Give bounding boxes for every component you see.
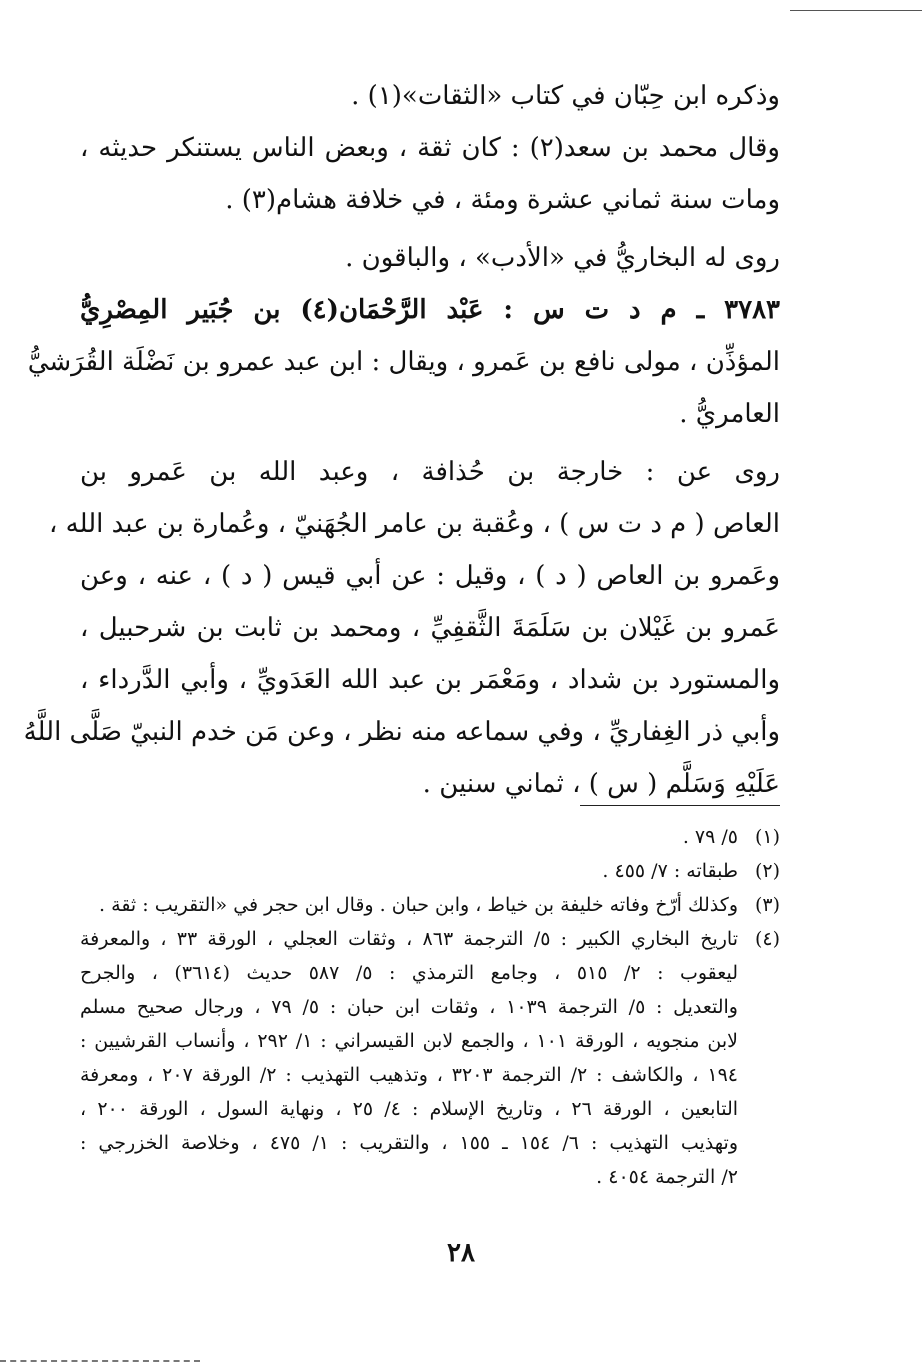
footnote-line: ١٩٤ ، والكاشف : ٢/ الترجمة ٣٢٠٣ ، وتذهيب التهذيب : ٢/ الورقة ٢٠٧ ، ومعرفة: [80, 1064, 738, 1086]
footnote: [80, 922, 780, 1194]
footnote-separator: [580, 805, 780, 806]
footnote: [80, 820, 780, 854]
text-line: عَمرو بن غَيْلان بن سَلَمَةَ الثَّقفِيِّ ، ومحمد بن ثابت بن شرحبيل ،: [80, 613, 780, 643]
footnote-line: والتعديل : ٥/ الترجمة ١٠٣٩ ، وثقات ابن حبان : ٥/ ٧٩ ، ورجال صحيح مسلم: [80, 996, 738, 1018]
text-line: وذكره ابن حِبّان في كتاب «الثقات»(١) .: [351, 81, 780, 111]
text-line: وقال محمد بن سعد(٢) : كان ثقة ، وبعض الناس يستنكر حديثه ،: [80, 133, 780, 163]
entry-heading: ٣٧٨٣ ـ م د ت س : عَبْد الرَّحْمَان(٤) بن جُبَير المِصْرِيُّ: [80, 295, 780, 325]
text-line: روى عن : خارجة بن حُذافة ، وعبد الله بن عَمرو بن: [80, 457, 780, 487]
text-line: العاص ( م د ت س ) ، وعُقبة بن عامر الجُهَنيّ ، وعُمارة بن عبد الله ،: [49, 509, 780, 539]
text-line: المؤذِّن ، مولى نافع بن عَمرو ، ويقال : ابن عبد عمرو بن نَضْلَة القُرَشيُّ: [27, 347, 780, 377]
footnote: [80, 854, 780, 888]
footnote-line: ٥/ ٧٩ .: [682, 826, 738, 848]
text-line: روى له البخاريُّ في «الأدب» ، والباقون .: [345, 243, 780, 273]
text-line: ومات سنة ثماني عشرة ومئة ، في خلافة هشام(٣) .: [225, 185, 780, 215]
text-line: وعَمرو بن العاص ( د ) ، وقيل : عن أبي قيس ( د ) ، عنه ، وعن: [80, 561, 780, 591]
footnote-line: وكذلك أرّخ وفاته خليفة بن خياط ، وابن حبان . وقال ابن حجر في «التقريب : ثقة .: [99, 894, 738, 916]
text-line: وأبي ذر الغِفاريِّ ، وفي سماعه منه نظر ، وعن مَن خدم النبيّ صَلَّى اللَّهُ: [23, 717, 780, 747]
footnote-number: (٤): [754, 928, 780, 950]
footnotes: [80, 820, 780, 1194]
text-line: العامريُّ .: [679, 399, 780, 429]
footnote-number: (١): [754, 826, 780, 848]
text-line: والمستورد بن شداد ، ومَعْمَر بن عبد الله العَدَويِّ ، وأبي الدَّرداء ،: [80, 665, 780, 695]
page-number: ٢٨: [447, 1238, 475, 1268]
scan-edge-top: [790, 10, 922, 11]
footnote-line: ٢/ الترجمة ٤٠٥٤ .: [596, 1166, 738, 1188]
footnote-line: التابعين ، الورقة ٢٦ ، وتاريخ الإسلام : ٤/ ٢٥ ، ونهاية السول ، الورقة ٢٠٠ ،: [80, 1098, 739, 1120]
footnote-line: تاريخ البخاري الكبير : ٥/ الترجمة ٨٦٣ ، وثقات العجلي ، الورقة ٣٣ ، والمعرفة: [80, 928, 738, 950]
footnote-line: طبقاته : ٧/ ٤٥٥ .: [602, 860, 738, 882]
footnote-line: وتهذيب التهذيب : ٦/ ١٥٤ ـ ١٥٥ ، والتقريب : ١/ ٤٧٥ ، وخلاصة الخزرجي :: [80, 1132, 738, 1154]
text-line: عَلَيْهِ وَسَلَّم ( س ) ، ثماني سنين .: [422, 769, 780, 799]
scan-edge-bottom: [0, 1360, 200, 1362]
footnote-line: ليعقوب : ٢/ ٥١٥ ، وجامع الترمذي : ٥/ ٥٨٧ حديث (٣٦١٤) ، والجرح: [80, 962, 738, 984]
main-text: [23, 70, 780, 810]
footnote-number: (٢): [754, 860, 780, 882]
footnote-line: لابن منجويه ، الورقة ١٠١ ، والجمع لابن القيسراني : ١/ ٢٩٢ ، وأنساب القرشيين :: [80, 1030, 738, 1052]
footnote-number: (٣): [754, 894, 780, 916]
footnote: [80, 888, 780, 922]
